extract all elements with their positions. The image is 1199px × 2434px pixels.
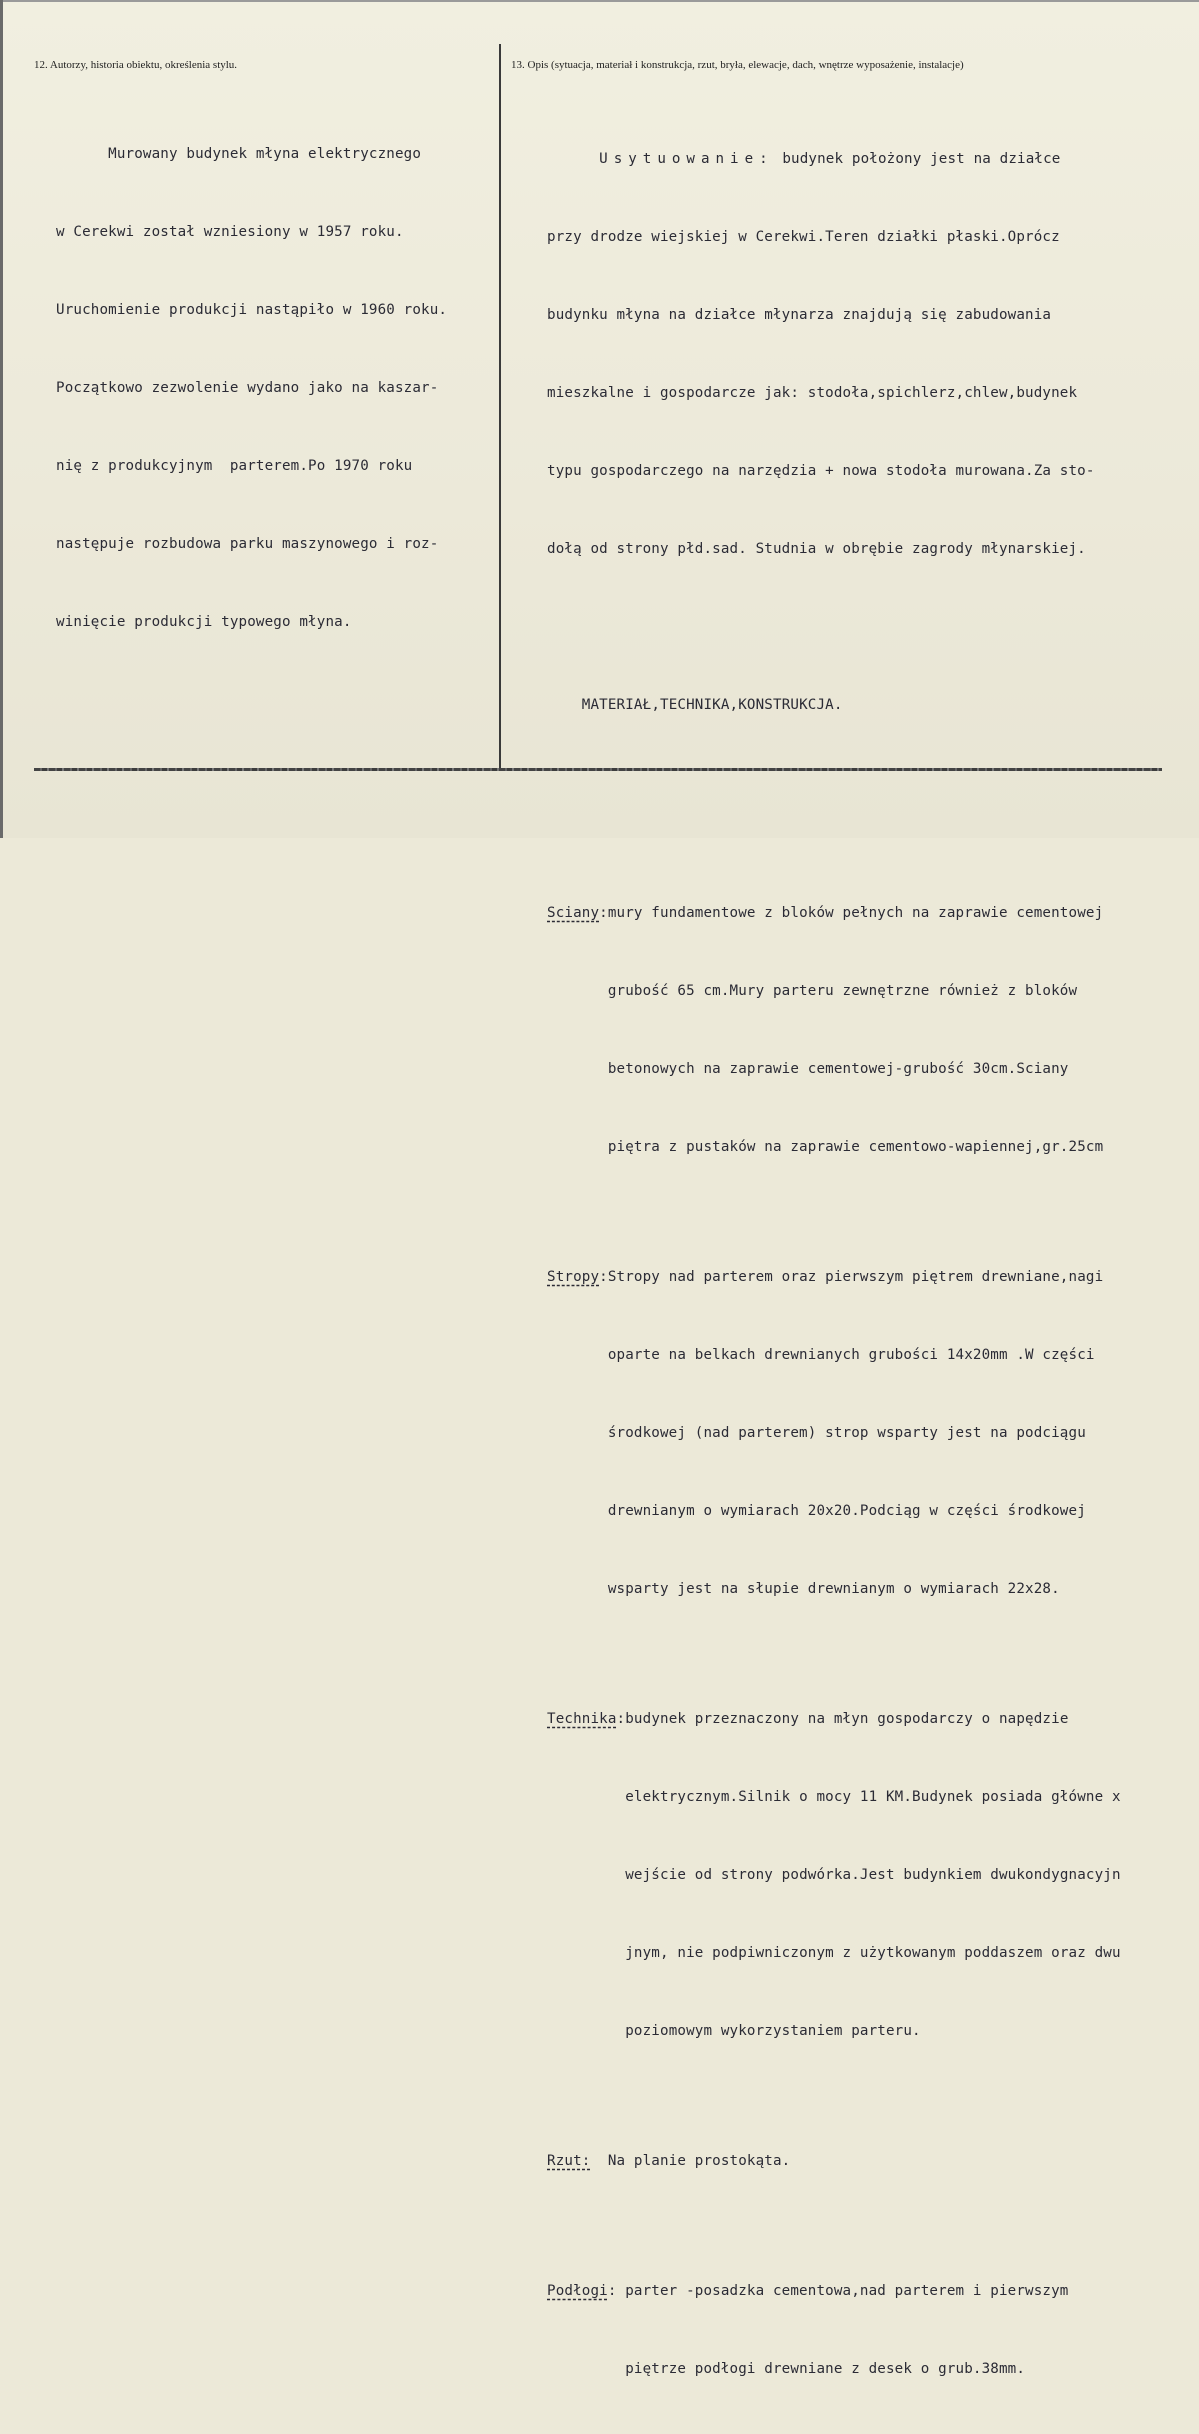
technique-text: :budynek przeznaczony na młyn gospodarczy o napędzie [616,1711,1069,1727]
spacer [547,770,1197,796]
technique-text: elektrycznym.Silnik o mocy 11 KM.Budynek posiada główne x [625,1789,1121,1805]
history-line: winięcie produkcji typowego młyna. [56,614,352,630]
history-line: Uruchomienie produkcji nastąpiło w 1960 roku. [56,302,448,318]
situation-line: mieszkalne i gospodarcze jak: stodoła,spichlerz,chlew,budynek [547,385,1078,401]
bottom-rule [34,768,1162,771]
ceilings-text: wsparty jest na słupie drewnianym o wymiarach 22x28. [607,1581,1060,1597]
technique-line [547,1784,1197,1810]
walls-line [547,1134,1197,1160]
ceilings-label: Stropy [547,1269,600,1285]
technique-text: poziomowym wykorzystaniem parteru. [625,2023,921,2039]
ceilings-first-line [547,1264,1197,1290]
floors-text: piętrze podłogi drewniane z desek o grub.38mm. [625,2361,1026,2377]
sheet-top-edge [0,0,1199,2]
field-12-header: 12. Autorzy, historia obiektu, określenia stylu. [34,59,238,71]
situation-heading: Usytuowanie: [599,151,774,167]
situation-first-line [547,146,1197,172]
ceilings-text: :Stropy nad parterem oraz pierwszym piętrem drewniane,nagi [599,1269,1104,1285]
history-line: Murowany budynek młyna elektrycznego [56,146,422,162]
floors-text: : parter -posadzka cementowa,nad parterem i pierwszym [607,2283,1069,2299]
ceilings-text: oparte na belkach drewnianych grubości 14x20mm .W części [607,1347,1095,1363]
sheet-left-edge [0,0,3,838]
walls-label: Sciany [547,905,600,921]
walls-text: grubość 65 cm.Mury parteru zewnętrzne również z bloków [607,983,1078,999]
technique-text: jnym, nie podpiwniczonym z użytkowanym poddaszem oraz dwu [625,1945,1121,1961]
ceilings-line [547,1498,1197,1524]
ceilings-text: drewnianym o wymiarach 20x20.Podciąg w części środkowej [607,1503,1086,1519]
technique-text: wejście od strony podwórka.Jest budynkiem dwukondygnacyjn [625,1867,1121,1883]
field-13-header: 13. Opis (sytuacja, materiał i konstrukcja, rzut, bryła, elewacje, dach, wnętrze wyposażenie, instalacje) [511,59,964,71]
ceilings-line [547,1420,1197,1446]
column-divider [499,44,501,770]
technique-line [547,2018,1197,2044]
floors-line [547,2356,1197,2382]
material-heading-line [547,692,1197,718]
history-text [56,89,496,687]
technique-line [547,1862,1197,1888]
situation-line: przy drodze wiejskiej w Cerekwi.Teren działki płaski.Oprócz [547,229,1060,245]
walls-text: piętra z pustaków na zaprawie cementowo-wapiennej,gr.25cm [607,1139,1104,1155]
spacer [547,614,1197,640]
situation-line: budynku młyna na działce młynarza znajdują się zabudowania [547,307,1052,323]
ceilings-text: środkowej (nad parterem) strop wsparty jest na podciągu [607,1425,1086,1441]
history-line: Początkowo zezwolenie wydano jako na kaszar- [56,380,439,396]
floors-label: Podłogi [547,2283,608,2299]
technique-label: Technika [547,1711,617,1727]
history-line: następuje rozbudowa parku maszynowego i roz- [56,536,439,552]
technique-line [547,1940,1197,1966]
walls-text: :mury fundamentowe z bloków pełnych na zaprawie cementowej [599,905,1104,921]
situation-line: typu gospodarczego na narzędzia + nowa stodoła murowana.Za sto- [547,463,1095,479]
ceilings-line [547,1342,1197,1368]
plan-label: Rzut: [547,2153,591,2169]
plan-text: Na planie prostokąta. [590,2153,791,2169]
walls-line [547,978,1197,1004]
situation-line: dołą od strony płd.sad. Studnia w obrębie zagrody młynarskiej. [547,541,1086,557]
walls-first-line [547,900,1197,926]
walls-line [547,1056,1197,1082]
technique-first-line [547,1706,1197,1732]
history-line: w Cerekwi został wzniesiony w 1957 roku. [56,224,404,240]
history-line: nię z produkcyjnym parterem.Po 1970 roku [56,458,413,474]
walls-text: betonowych na zaprawie cementowej-grubość 30cm.Sciany [607,1061,1069,1077]
plan-line [547,2148,1197,2174]
material-heading: MATERIAŁ,TECHNIKA,KONSTRUKCJA. [581,697,843,713]
floors-first-line [547,2278,1197,2304]
situation-line: budynek położony jest na działce [773,151,1061,167]
ceilings-line [547,1576,1197,1602]
description-text [547,94,1197,2434]
